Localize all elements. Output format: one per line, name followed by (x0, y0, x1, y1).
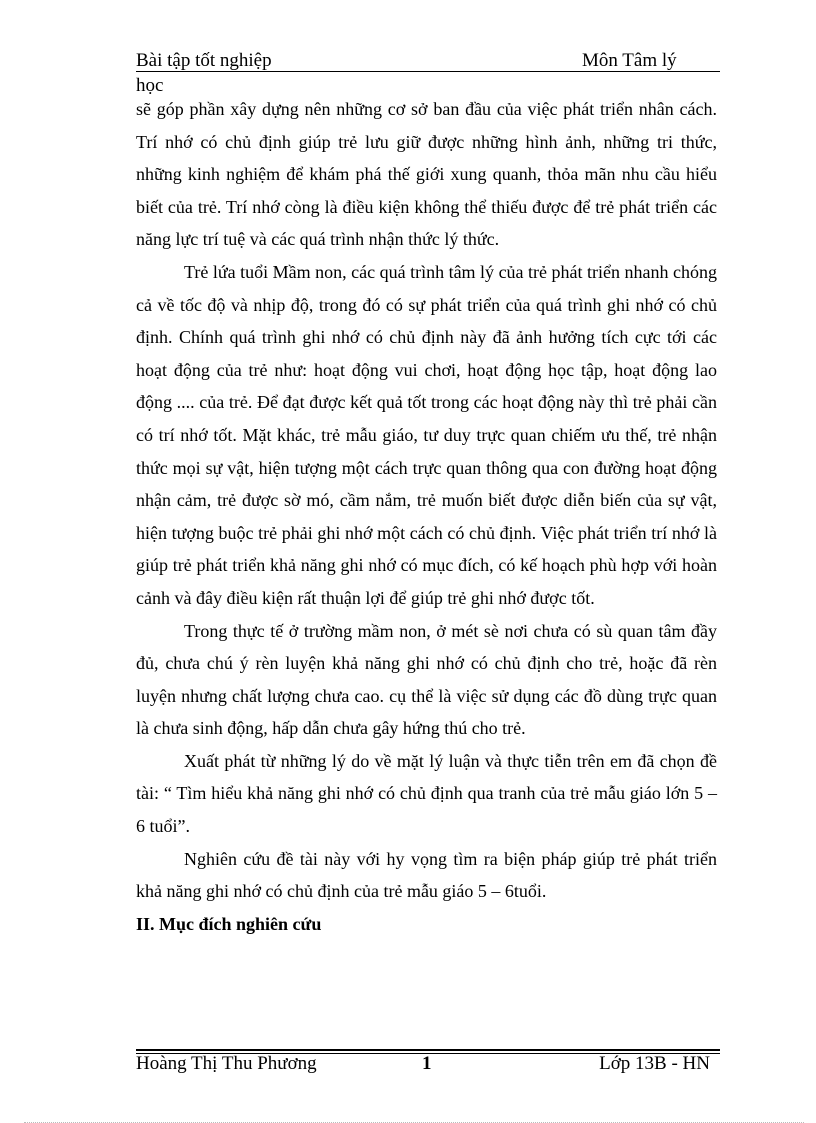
paragraph-3: Trong thực tế ở trường mầm non, ở mét sè nơi chưa có sù quan tâm đầy đủ, chưa chú ý rèn luyện khả năng ghi nhớ có chủ định cho trẻ, hoặc đã rèn luyện nhưng chất lượng chưa cao. cụ thể là việc sử dụng các đồ dùng trực quan là chưa sinh động, hấp dẫn chưa gây hứng thú cho trẻ. (136, 620, 717, 739)
page-footer (136, 1052, 720, 1078)
footer-rule-thick (136, 1049, 720, 1051)
paragraph-1: sẽ góp phần xây dựng nên những cơ sở ban đầu của việc phát triển nhân cách. Trí nhớ có chủ định giúp trẻ lưu giữ được những hình ảnh, những tri thức, những kinh nghiệm để khám phá thế giới xung quanh, thỏa mãn nhu cầu hiểu biết của trẻ. Trí nhớ còng là điều kiện không thể thiếu được để trẻ phát triển các năng lực trí tuệ và các quá trình nhận thức lý thức. (136, 99, 717, 250)
header-subject-continuation: học (136, 75, 164, 96)
header-course-title: Bài tập tốt nghiệp (136, 50, 272, 71)
section-heading: II. Mục đích nghiên cứu (136, 913, 322, 934)
footer-author: Hoàng Thị Thu Phương (136, 1053, 317, 1074)
footer-class: Lớp 13B - HN (599, 1053, 710, 1074)
paragraph-5: Nghiên cứu đề tài này với hy vọng tìm ra biện pháp giúp trẻ phát triển khả năng ghi nhớ có chủ định của trẻ mẫu giáo 5 – 6tuổi. (136, 848, 717, 902)
document-body (136, 93, 717, 940)
page-header (136, 50, 720, 94)
footer-page-number: 1 (422, 1053, 432, 1074)
header-subject: Môn Tâm lý (582, 50, 677, 71)
paragraph-4: Xuất phát từ những lý do về mặt lý luận và thực tiễn trên em đã chọn đề tài: “ Tìm hiểu khả năng ghi nhớ có chủ định qua tranh của trẻ mẫu giáo lớn 5 – 6 tuổi”. (136, 750, 717, 837)
paragraph-2: Trẻ lứa tuổi Mầm non, các quá trình tâm lý của trẻ phát triển nhanh chóng cả về tốc độ và nhịp độ, trong đó có sự phát triển của quá trình ghi nhớ có chủ định. Chính quá trình ghi nhớ có chủ định này đã ảnh hưởng tích cực tới các hoạt động của trẻ như: hoạt động vui chơi, hoạt động học tập, hoạt động lao động .... của trẻ. Để đạt được kết quả tốt trong các hoạt động này thì trẻ phải cần có trí nhớ tốt. Mặt khác, trẻ mẫu giáo, tư duy trực quan chiếm ưu thế, trẻ nhận thức mọi sự vật, hiện tượng một cách trực quan thông qua con đường hoạt động nhận cảm, trẻ được sờ mó, cầm nắm, trẻ muốn biết được diễn biến của sự vật, hiện tượng buộc trẻ phải ghi nhớ một cách có chủ định. Việc phát triển trí nhớ là giúp trẻ phát triển khả năng ghi nhớ có mục đích, có kế hoạch phù hợp với hoàn cảnh và đây điều kiện rất thuận lợi để giúp trẻ ghi nhớ được tốt. (136, 261, 717, 608)
header-rule (136, 71, 720, 72)
